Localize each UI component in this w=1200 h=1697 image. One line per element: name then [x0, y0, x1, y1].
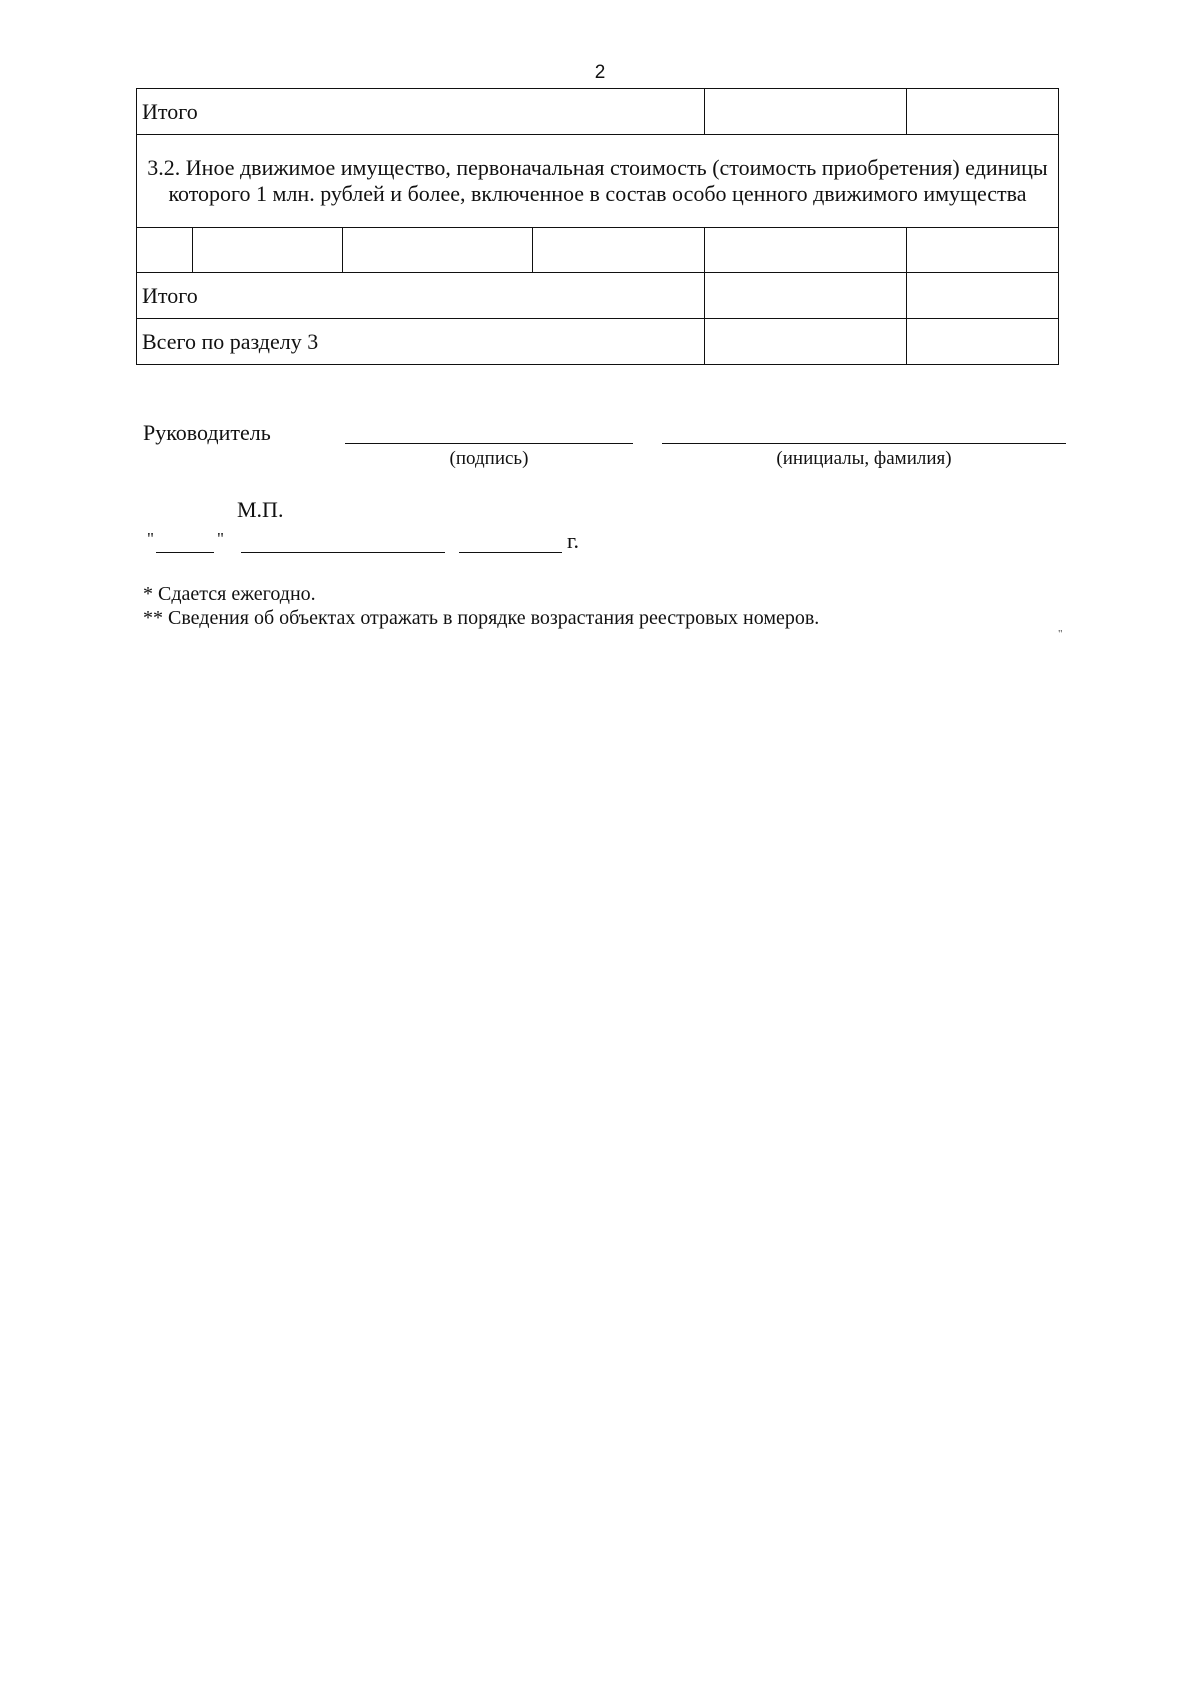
table-cell-empty — [705, 228, 907, 273]
section-total-label: Всего по разделу 3 — [137, 319, 705, 365]
page-number: 2 — [594, 62, 606, 83]
table-row-itogo-1 — [137, 89, 1059, 135]
table-cell-empty — [907, 228, 1059, 273]
stamp-date-block — [0, 497, 1200, 557]
table-cell-empty — [193, 228, 343, 273]
year-field[interactable] — [459, 552, 562, 553]
table-cell-empty — [907, 89, 1059, 135]
quote-close: " — [217, 529, 224, 548]
itogo-label: Итого — [137, 89, 705, 135]
signature-line[interactable] — [345, 443, 633, 444]
footnote-2: ** Сведения об объектах отражать в порядке возрастания реестровых номеров. — [143, 607, 820, 629]
month-field[interactable] — [241, 552, 445, 553]
table-cell-empty — [705, 319, 907, 365]
table-row-itogo-2 — [137, 273, 1059, 319]
footnotes — [143, 582, 819, 630]
name-line[interactable] — [662, 443, 1066, 444]
table-cell-empty — [907, 273, 1059, 319]
table-cell-empty — [705, 89, 907, 135]
table-row-blank — [137, 228, 1059, 273]
property-table — [136, 88, 1059, 365]
table-row-section-total — [137, 319, 1059, 365]
quote-open: " — [147, 529, 154, 548]
name-caption: (инициалы, фамилия) — [776, 448, 952, 469]
day-field[interactable] — [156, 552, 214, 553]
signature-caption: (подпись) — [449, 448, 529, 469]
table-row-section-header — [137, 135, 1059, 228]
section-3-2-title: 3.2. Иное движимое имущество, первоначальная стоимость (стоимость приобретения) единицы которого 1 млн. рублей и более, включенное в состав особо ценного движимого имущества — [137, 135, 1059, 228]
table-cell-empty — [137, 228, 193, 273]
itogo-label: Итого — [137, 273, 705, 319]
table-cell-empty — [907, 319, 1059, 365]
director-label: Руководитель — [143, 420, 271, 445]
footnote-1: * Сдается ежегодно. — [143, 583, 316, 605]
table-cell-empty — [705, 273, 907, 319]
stamp-label: М.П. — [237, 497, 284, 522]
year-suffix: г. — [567, 528, 580, 553]
table-cell-empty — [343, 228, 533, 273]
table-cell-empty — [533, 228, 705, 273]
margin-mark: " — [1058, 628, 1063, 640]
signature-block — [0, 420, 1200, 480]
